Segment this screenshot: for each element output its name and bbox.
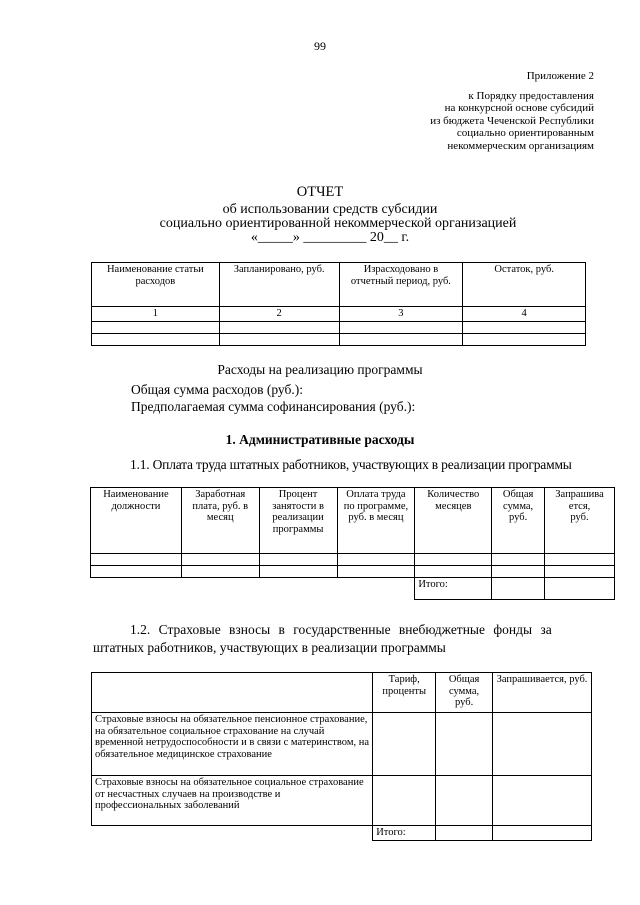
table-cell[interactable]	[259, 566, 337, 578]
col-header: Общая сумма, руб.	[436, 673, 493, 713]
table-cell[interactable]	[181, 554, 259, 566]
table-cell[interactable]	[545, 566, 615, 578]
subsection-1-2-line: штатных работников, участвующих в реализации программы	[93, 640, 446, 655]
table-cell[interactable]	[339, 333, 463, 345]
col-header-part: ется,	[568, 500, 591, 512]
empty-area	[92, 826, 373, 841]
expenses-heading: Расходы на реализацию программы	[217, 362, 423, 377]
total-label: Итого:	[373, 826, 436, 841]
table-cell[interactable]	[181, 566, 259, 578]
total-cell[interactable]	[545, 578, 615, 600]
appendix-line: Приложение 2	[526, 70, 594, 82]
col-header: Наименование статьи расходов	[92, 263, 220, 307]
appendix-block	[334, 70, 594, 152]
table-cell[interactable]	[339, 321, 463, 333]
table-cell[interactable]	[492, 554, 545, 566]
table-cell[interactable]	[91, 566, 182, 578]
table-cell[interactable]	[92, 321, 220, 333]
table-cell[interactable]	[219, 333, 339, 345]
table-cell[interactable]	[219, 321, 339, 333]
col-header: Запрашивается, руб.	[493, 673, 592, 713]
table-cell[interactable]	[545, 554, 615, 566]
table-cell[interactable]	[373, 776, 436, 826]
table-cell[interactable]	[463, 333, 586, 345]
report-header	[0, 185, 640, 245]
col-header: Остаток, руб.	[463, 263, 586, 307]
table-cell[interactable]	[259, 554, 337, 566]
table-cell[interactable]	[436, 713, 493, 776]
col-header-part: Запрашива	[555, 489, 604, 500]
total-expenses-line: Общая сумма расходов (руб.):	[131, 382, 303, 397]
cofinancing-line: Предполагаемая сумма софинансирования (руб.):	[131, 399, 416, 414]
col-header: Общая сумма, руб.	[492, 488, 545, 554]
appendix-line: некоммерческим организациям	[447, 139, 594, 152]
insurance-row-label: Страховые взносы на обязательное социальное страхование от несчастных случаев на производстве и профессиональных заболеваний	[92, 776, 373, 826]
table-cell[interactable]	[492, 566, 545, 578]
col-header: Наименование должности	[91, 488, 182, 554]
col-number: 4	[463, 307, 586, 322]
section-title: 1. Административные расходы	[225, 432, 415, 447]
salary-table	[90, 487, 615, 600]
appendix-line: к Порядку предоставления	[468, 89, 594, 102]
total-cell[interactable]	[492, 578, 545, 600]
subsidy-table	[91, 262, 586, 346]
table-cell[interactable]	[436, 776, 493, 826]
total-cell[interactable]	[493, 826, 592, 841]
appendix-line: социально ориентированным	[456, 127, 594, 139]
col-header-part: руб.	[570, 512, 589, 523]
report-line: об использовании средств субсидии	[222, 202, 438, 217]
report-title: ОТЧЕТ	[296, 184, 344, 200]
table-cell[interactable]	[463, 321, 586, 333]
col-header	[545, 488, 615, 554]
col-header: Тариф, проценты	[373, 673, 436, 713]
expenses-totals	[131, 381, 415, 415]
table-cell[interactable]	[493, 776, 592, 826]
insurance-row-label: Страховые взносы на обязательное пенсионное страхование, на обязательное социальное страхование на случай временной нетрудоспособности и в связи с материнством, на обязательное медицинское страхование	[92, 713, 373, 776]
subsection-1-2-title	[93, 621, 593, 657]
col-header: Оплата труда по программе, руб. в месяц	[337, 488, 415, 554]
report-line: социально ориентированной некоммерческой организацией	[159, 216, 517, 231]
table-cell[interactable]	[415, 566, 492, 578]
col-number: 3	[339, 307, 463, 322]
col-header	[92, 673, 373, 713]
empty-area	[91, 578, 415, 600]
subsection-1-1-title: 1.1. Оплата труда штатных работников, участвующих в реализации программы	[130, 457, 572, 472]
table-cell[interactable]	[415, 554, 492, 566]
total-label: Итого:	[415, 578, 492, 600]
col-header: Заработная плата, руб. в месяц	[181, 488, 259, 554]
col-number: 1	[92, 307, 220, 322]
table-cell[interactable]	[337, 566, 415, 578]
total-cell[interactable]	[436, 826, 493, 841]
subsection-1-2-line: 1.2. Страховые взносы в государственные внебюджетные фонды за	[130, 622, 552, 637]
insurance-table	[91, 672, 592, 841]
report-date: «_____» _________ 20__ г.	[250, 230, 410, 245]
col-header: Израсходовано в отчетный период, руб.	[339, 263, 463, 307]
appendix-line: на конкурсной основе субсидий	[444, 102, 594, 114]
table-cell[interactable]	[337, 554, 415, 566]
col-header: Количество месяцев	[415, 488, 492, 554]
table-cell[interactable]	[493, 713, 592, 776]
page-number: 99	[314, 39, 326, 53]
col-number: 2	[219, 307, 339, 322]
appendix-line: из бюджета Чеченской Республики	[430, 114, 594, 127]
col-header: Запланировано, руб.	[219, 263, 339, 307]
col-header: Процент занятости в реализации программы	[259, 488, 337, 554]
table-cell[interactable]	[373, 713, 436, 776]
table-cell[interactable]	[92, 333, 220, 345]
table-cell[interactable]	[91, 554, 182, 566]
